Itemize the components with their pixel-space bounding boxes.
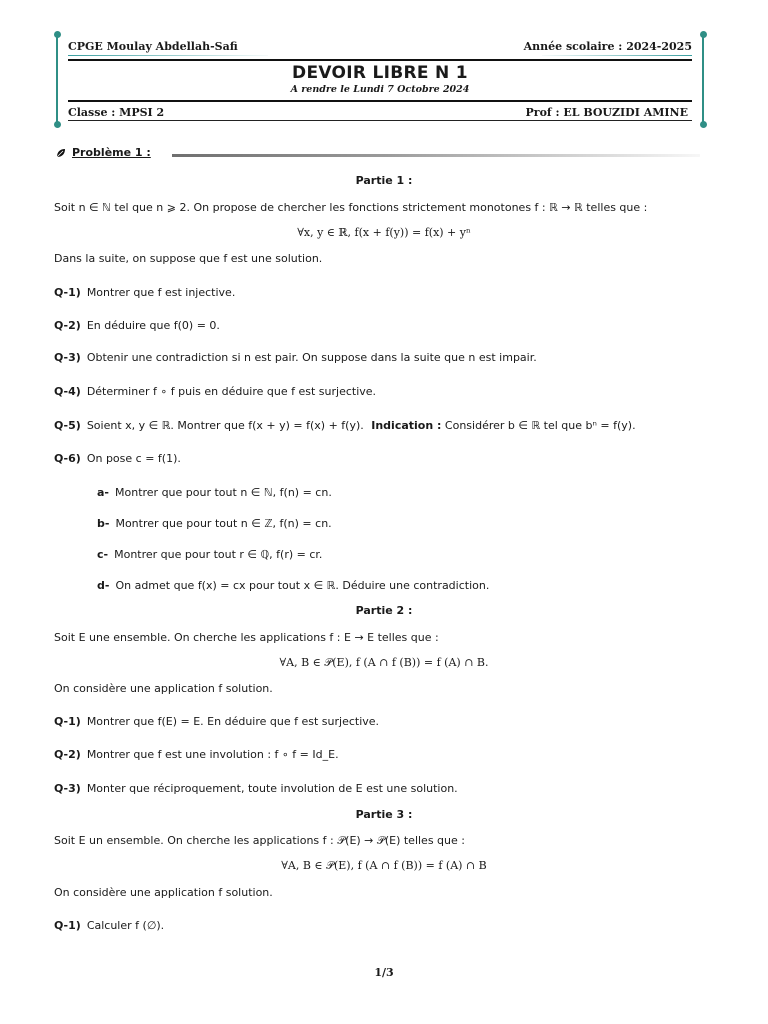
leaf-icon <box>56 148 66 158</box>
question <box>54 748 339 761</box>
class-name: Classe : MPSI 2 <box>68 106 165 119</box>
question-text: Montrer que f(E) = E. En déduire que f est surjective. <box>86 715 380 728</box>
question-text: Montrer que f est une involution : f ∘ f = Id_E. <box>86 748 339 761</box>
part-title: Partie 1 : <box>355 174 413 187</box>
subquestion-label: a- <box>97 486 109 499</box>
subquestion-text: On admet que f(x) = cx pour tout x ∈ ℝ. Déduire une contradiction. <box>115 579 490 592</box>
subquestion <box>97 548 322 561</box>
question-text: Déterminer f ∘ f puis en déduire que f est surjective. <box>86 385 377 398</box>
header-rule <box>68 100 692 102</box>
part-title: Partie 2 : <box>355 604 413 617</box>
question <box>54 319 220 332</box>
teacher-name: Prof : EL BOUZIDI AMINE <box>525 106 688 119</box>
question-text: Calculer f (∅). <box>86 919 165 932</box>
subquestion <box>97 579 489 592</box>
part-intro: Soit E un ensemble. On cherche les applications f : 𝒫(E) → 𝒫(E) telles que : <box>54 834 465 847</box>
subquestion-label: d- <box>97 579 110 592</box>
question-text: Montrer que f est injective. <box>86 286 236 299</box>
question <box>54 452 181 465</box>
equation: ∀A, B ∈ 𝒫(E), f (A ∩ f (B)) = f (A) ∩ B. <box>279 656 489 669</box>
question-label: Q-2) <box>54 319 81 332</box>
assumption: Dans la suite, on suppose que f est une solution. <box>54 252 323 265</box>
subquestion-label: b- <box>97 517 110 530</box>
question <box>54 919 164 932</box>
assumption: On considère une application f solution. <box>54 682 273 695</box>
question-label: Q-1) <box>54 715 81 728</box>
part-title: Partie 3 : <box>355 808 413 821</box>
school-name: CPGE Moulay Abdellah-Safi <box>68 40 238 53</box>
part-intro: Soit E une ensemble. On cherche les applications f : E → E telles que : <box>54 631 439 644</box>
question-label: Q-3) <box>54 782 81 795</box>
subquestion-text: Montrer que pour tout r ∈ ℚ, f(r) = cr. <box>114 548 323 561</box>
header-dot <box>54 121 61 128</box>
header-dot <box>54 31 61 38</box>
question-text: En déduire que f(0) = 0. <box>86 319 220 332</box>
subquestion-text: Montrer que pour tout n ∈ ℤ, f(n) = cn. <box>115 517 332 530</box>
question-label: Q-6) <box>54 452 81 465</box>
header-rule <box>68 120 692 121</box>
school-year: Année scolaire : 2024-2025 <box>523 40 692 53</box>
equation: ∀A, B ∈ 𝒫(E), f (A ∩ f (B)) = f (A) ∩ B <box>281 859 487 872</box>
question-label: Q-3) <box>54 351 81 364</box>
part-intro: Soit n ∈ ℕ tel que n ⩾ 2. On propose de chercher les fonctions strictement monotones f : ℝ → ℝ telles que : <box>54 201 648 214</box>
page-number: 1/3 <box>374 966 394 979</box>
question-text: Monter que réciproquement, toute involution de E est une solution. <box>86 782 458 795</box>
document-title: DEVOIR LIBRE N 1 <box>292 63 468 83</box>
question <box>54 286 235 299</box>
subquestion-text: Montrer que pour tout n ∈ ℕ, f(n) = cn. <box>115 486 332 499</box>
hint-label: Indication : <box>371 419 442 432</box>
document-subtitle: A rendre le Lundi 7 Octobre 2024 <box>290 84 470 95</box>
equation: ∀x, y ∈ ℝ, f(x + f(y)) = f(x) + yⁿ <box>297 226 471 239</box>
hint-text: Considérer b ∈ ℝ tel que bⁿ = f(y). <box>444 419 636 432</box>
subquestion <box>97 517 332 530</box>
question <box>54 385 376 398</box>
question-text: Obtenir une contradiction si n est pair. On suppose dans la suite que n est impair. <box>86 351 537 364</box>
question-text: Soient x, y ∈ ℝ. Montrer que f(x + y) = f(x) + f(y). <box>86 419 364 432</box>
assumption: On considère une application f solution. <box>54 886 273 899</box>
problem-rule <box>172 154 700 157</box>
header-dot <box>700 121 707 128</box>
question <box>54 419 636 432</box>
problem-label: Problème 1 : <box>72 146 151 159</box>
subquestion-label: c- <box>97 548 109 561</box>
question-label: Q-4) <box>54 385 81 398</box>
header-dot <box>700 31 707 38</box>
question-label: Q-5) <box>54 419 81 432</box>
subquestion <box>97 486 332 499</box>
header-rule <box>68 59 692 61</box>
question-label: Q-1) <box>54 286 81 299</box>
question-label: Q-2) <box>54 748 81 761</box>
document-header <box>56 34 704 126</box>
question <box>54 782 458 795</box>
question <box>54 351 537 364</box>
header-underline <box>542 55 692 56</box>
header-underline <box>68 55 268 56</box>
question <box>54 715 379 728</box>
problem-heading <box>56 146 151 159</box>
question-label: Q-1) <box>54 919 81 932</box>
question-text: On pose c = f(1). <box>86 452 181 465</box>
